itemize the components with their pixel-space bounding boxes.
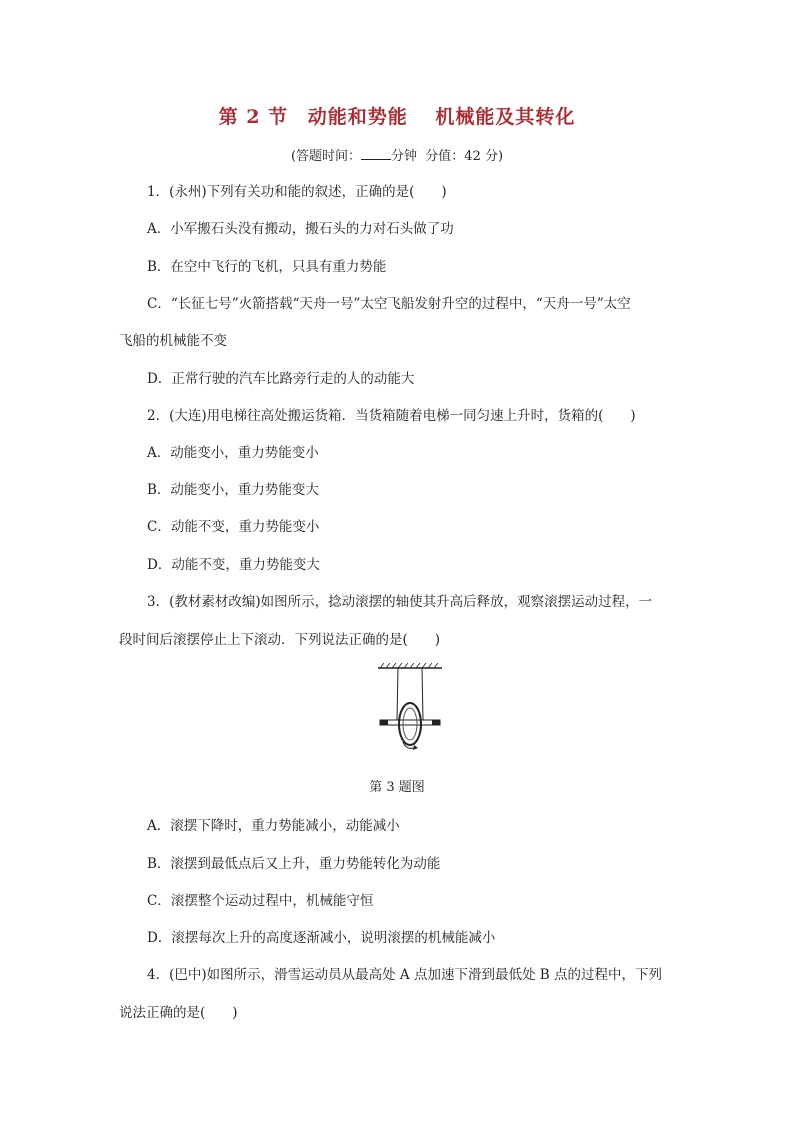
question-3-option-d: D．滚摆每次上升的高度逐渐减小，说明滚摆的机械能减小: [147, 930, 496, 946]
page-title: [0, 102, 794, 129]
question-1-option-d: D．正常行驶的汽车比路旁行走的人的动能大: [147, 371, 415, 387]
topic-a: 动能和势能: [307, 106, 408, 128]
question-3-option-b: B．滚摆到最低点后又上升，重力势能转化为动能: [147, 856, 441, 872]
score-label: 分值：42 分): [425, 149, 504, 164]
time-unit: 分钟: [391, 149, 418, 164]
question-1-option-c: C．“长征七号”火箭搭载“天舟一号”太空飞船发射升空的过程中，“天舟一号”太空: [147, 296, 631, 312]
section-number: 第 2 节: [218, 106, 289, 128]
answer-time-info: [0, 145, 794, 164]
question-3-option-c: C．滚摆整个运动过程中，机械能守恒: [147, 893, 374, 909]
question-2-option-d: D．动能不变，重力势能变大: [147, 557, 320, 573]
question-1-stem: 1．(永州)下列有关功和能的叙述，正确的是( ): [147, 184, 447, 200]
figure-caption: 第 3 题图: [369, 780, 425, 795]
question-2-option-a: A．动能变小，重力势能变小: [147, 445, 319, 461]
maxwell-pendulum-icon: [370, 662, 450, 762]
question-4-stem: 4．(巴中)如图所示，滑雪运动员从最高处 A 点加速下滑到最低处 B 点的过程中，下列: [147, 967, 662, 983]
topic-b: 机械能及其转化: [435, 106, 576, 128]
question-1-option-c-cont: 飞船的机械能不变: [119, 333, 227, 349]
question-1-option-b: B．在空中飞行的飞机，只具有重力势能: [147, 259, 387, 275]
question-3-option-a: A．滚摆下降时，重力势能减小，动能减小: [147, 818, 400, 834]
question-4-stem-cont: 说法正确的是( ): [119, 1005, 238, 1021]
question-2-option-c: C．动能不变，重力势能变小: [147, 519, 320, 535]
time-label: (答题时间：: [290, 149, 362, 164]
question-1-option-a: A．小军搬石头没有搬动，搬石头的力对石头做了功: [147, 221, 454, 237]
time-blank: [361, 147, 391, 160]
question-2-stem: 2．(大连)用电梯往高处搬运货箱．当货箱随着电梯一同匀速上升时，货箱的( ): [147, 408, 636, 424]
question-2-option-b: B．动能变小，重力势能变大: [147, 482, 319, 498]
maxwell-pendulum-figure: [370, 662, 450, 762]
question-3-stem: 3．(教材素材改编)如图所示，捻动滚摆的轴使其升高后释放，观察滚摆运动过程，一: [147, 594, 653, 610]
question-3-stem-cont: 段时间后滚摆停止上下滚动．下列说法正确的是( ): [119, 632, 441, 648]
